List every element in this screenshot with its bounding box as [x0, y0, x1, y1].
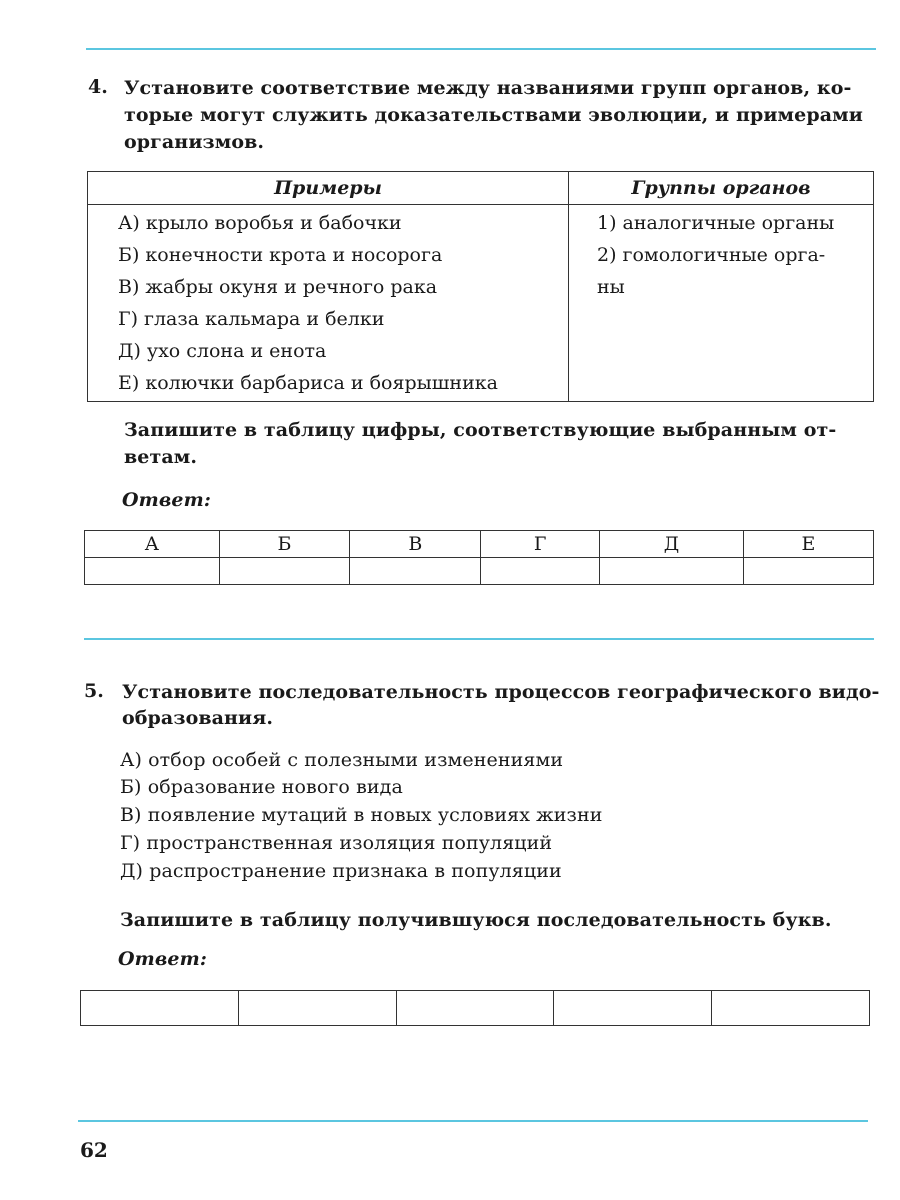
- q4-number: 4.: [88, 76, 108, 98]
- sequence-cell-3[interactable]: [396, 991, 554, 1026]
- example-a: А) крыло воробья и бабочки: [118, 212, 402, 234]
- q5-option-d: Д) распространение признака в популяции: [120, 860, 562, 882]
- example-b: Б) конечности крота и носорога: [118, 244, 443, 266]
- answer-header-a: А: [85, 531, 220, 558]
- sequence-cell-4[interactable]: [554, 991, 712, 1026]
- groups-cell: [569, 205, 874, 402]
- group-2-cont: ны: [597, 276, 625, 298]
- q5-option-g: Г) пространственная изоляция популяций: [120, 832, 553, 854]
- example-e: Е) колючки барбариса и боярышника: [118, 372, 498, 394]
- bottom-rule: [78, 1120, 868, 1122]
- answer-header-d: Д: [600, 531, 744, 558]
- q5-option-b: Б) образование нового вида: [120, 776, 403, 798]
- q4-text-line-3: организмов.: [124, 131, 265, 153]
- example-d: Д) ухо слона и енота: [118, 340, 327, 362]
- answer-header-g: Г: [481, 531, 600, 558]
- answer-header-v: В: [350, 531, 481, 558]
- answer-cell-g[interactable]: [481, 558, 600, 585]
- example-v: В) жабры окуня и речного рака: [118, 276, 438, 298]
- header-examples: Примеры: [88, 172, 569, 205]
- q5-text-line-1: Установите последовательность процессов географического видо-: [122, 681, 880, 703]
- examples-cell: [88, 205, 569, 402]
- sequence-cell-5[interactable]: [712, 991, 870, 1026]
- middle-rule: [84, 638, 874, 640]
- answer-cell-e[interactable]: [743, 558, 873, 585]
- top-rule: [86, 48, 876, 50]
- answer-cell-v[interactable]: [350, 558, 481, 585]
- q5-answer-label: Ответ:: [118, 948, 207, 970]
- header-groups: Группы органов: [569, 172, 874, 205]
- q4-text-line-2: торые могут служить доказательствами эволюции, и примерами: [124, 104, 863, 126]
- q4-match-table: [87, 171, 874, 402]
- example-g: Г) глаза кальмара и белки: [118, 308, 385, 330]
- q4-instruction-line-2: ветам.: [124, 446, 198, 468]
- q4-text-line-1: Установите соответствие между названиями групп органов, ко-: [124, 77, 852, 99]
- q5-answer-table: [80, 990, 870, 1026]
- sequence-cell-2[interactable]: [238, 991, 396, 1026]
- q5-option-v: В) появление мутаций в новых условиях жизни: [120, 804, 603, 826]
- answer-cell-d[interactable]: [600, 558, 744, 585]
- q4-answer-table: [84, 530, 874, 585]
- q5-option-a: А) отбор особей с полезными изменениями: [120, 749, 564, 771]
- page-number: 62: [80, 1138, 108, 1162]
- q5-number: 5.: [84, 680, 104, 702]
- answer-header-b: Б: [219, 531, 350, 558]
- q5-text-line-2: образования.: [122, 707, 274, 729]
- sequence-cell-1[interactable]: [81, 991, 239, 1026]
- group-1: 1) аналогичные органы: [597, 212, 835, 234]
- answer-header-e: Е: [743, 531, 873, 558]
- q4-answer-label: Ответ:: [122, 489, 211, 511]
- answer-cell-b[interactable]: [219, 558, 350, 585]
- answer-cell-a[interactable]: [85, 558, 220, 585]
- q5-instruction: Запишите в таблицу получившуюся последовательность букв.: [120, 909, 832, 931]
- group-2: 2) гомологичные орга-: [597, 244, 826, 266]
- q4-instruction-line-1: Запишите в таблицу цифры, соответствующие выбранным от-: [124, 419, 837, 441]
